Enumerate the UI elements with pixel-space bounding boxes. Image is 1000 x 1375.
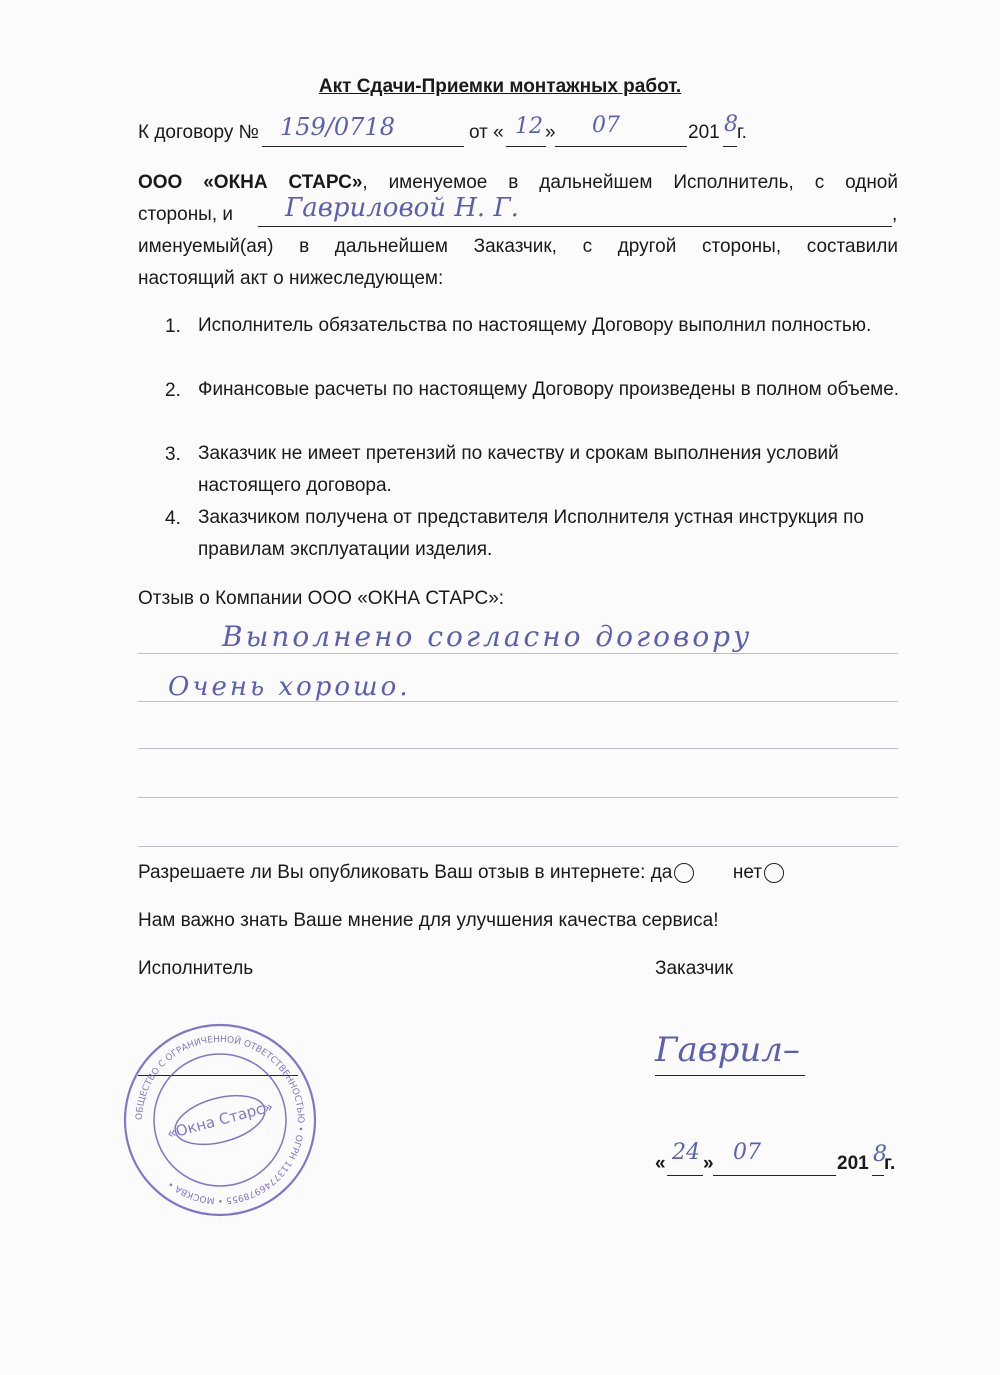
contract-year-prefix: 201 (688, 122, 720, 143)
date-day: 24 (672, 1140, 700, 1165)
date-year-suffix: г. (884, 1153, 896, 1174)
customer-label: Заказчик (655, 958, 734, 979)
date-open-quote: « (655, 1153, 666, 1174)
stamp-center-text: «Окна Старс» (164, 1097, 276, 1143)
date-year-digit: 8 (873, 1142, 887, 1167)
date-close-quote: » (703, 1153, 714, 1174)
contract-day: 12 (515, 114, 543, 139)
executor-label: Исполнитель (138, 958, 254, 979)
publish-no-label: нет (732, 862, 763, 883)
parties-line-2-start: стороны, и (138, 204, 234, 225)
contract-number-underline (262, 146, 464, 147)
list-item-number: 3. (165, 444, 181, 465)
contract-month: 07 (592, 113, 620, 138)
contract-month-underline (555, 146, 687, 147)
customer-name-underline (258, 226, 892, 227)
review-text-line-2: Очень хорошо. (168, 672, 411, 702)
customer-signature: Гаврил– (655, 1030, 800, 1070)
date-year-prefix: 201 (837, 1153, 869, 1174)
review-label: Отзыв о Компании ООО «ОКНА СТАРС»: (138, 588, 505, 609)
list-item-text: Исполнитель обязательства по настоящему Договору выполнил полностью. (198, 315, 872, 336)
parties-line-1 (138, 172, 898, 194)
opinion-text: Нам важно знать Ваше мнение для улучшения качества сервиса! (138, 910, 719, 931)
parties-line-2-end: , (892, 204, 898, 225)
customer-name: Гавриловой Н. Г. (285, 193, 519, 223)
contract-year-digit: 8 (724, 112, 738, 137)
parties-line-1-text: , именуемое в дальнейшем Исполнитель, с одной (362, 172, 898, 193)
parties-line-4: настоящий акт о нижеследующем: (138, 268, 444, 289)
parties-line-3: именуемый(ая) в дальнейшем Заказчик, с другой стороны, составили (138, 236, 898, 257)
contract-from-label: от « (469, 122, 504, 143)
document-title: Акт Сдачи-Приемки монтажных работ. (318, 76, 682, 97)
contract-label: К договору № (138, 122, 260, 143)
review-line (138, 797, 898, 798)
stamp-ring-text: ОБЩЕСТВО С ОГРАНИЧЕННОЙ ОТВЕТСТВЕННОСТЬЮ • ОГРН 1137746978955 • МОСКВА • (134, 1034, 306, 1206)
company-name: ООО «ОКНА СТАРС» (138, 172, 363, 193)
date-day-underline (667, 1175, 703, 1176)
customer-signature-line (655, 1075, 805, 1076)
list-item-number: 4. (165, 508, 181, 529)
list-item-text: Заказчик не имеет претензий по качеству и срокам выполнения условий настоящего договора. (198, 443, 839, 496)
publish-question-text: Разрешаете ли Вы опубликовать Ваш отзыв в интернете: да (138, 862, 673, 883)
contract-close-quote: » (545, 122, 556, 143)
publish-question (138, 862, 784, 884)
publish-no-radio[interactable] (764, 863, 784, 883)
list-item-number: 1. (165, 316, 181, 337)
review-line (138, 748, 898, 749)
contract-year-suffix: г. (737, 122, 747, 143)
contract-day-underline (506, 146, 546, 147)
list-item-text: Заказчиком получена от представителя Исполнителя устная инструкция по правилам эксплуатации изделия. (198, 507, 864, 560)
contract-year-underline (723, 146, 737, 147)
contract-number: 159/0718 (280, 113, 395, 141)
date-month: 07 (733, 1140, 761, 1165)
publish-yes-radio[interactable] (674, 863, 694, 883)
list-item-text: Финансовые расчеты по настоящему Договору произведены в полном объеме. (198, 379, 900, 400)
review-line (138, 846, 898, 847)
date-month-underline (713, 1175, 836, 1176)
date-year-underline (872, 1175, 884, 1176)
review-line (138, 653, 898, 654)
review-text-line-1: Выполнено согласно договору (222, 620, 753, 653)
company-stamp (120, 1020, 320, 1220)
list-item-number: 2. (165, 380, 181, 401)
